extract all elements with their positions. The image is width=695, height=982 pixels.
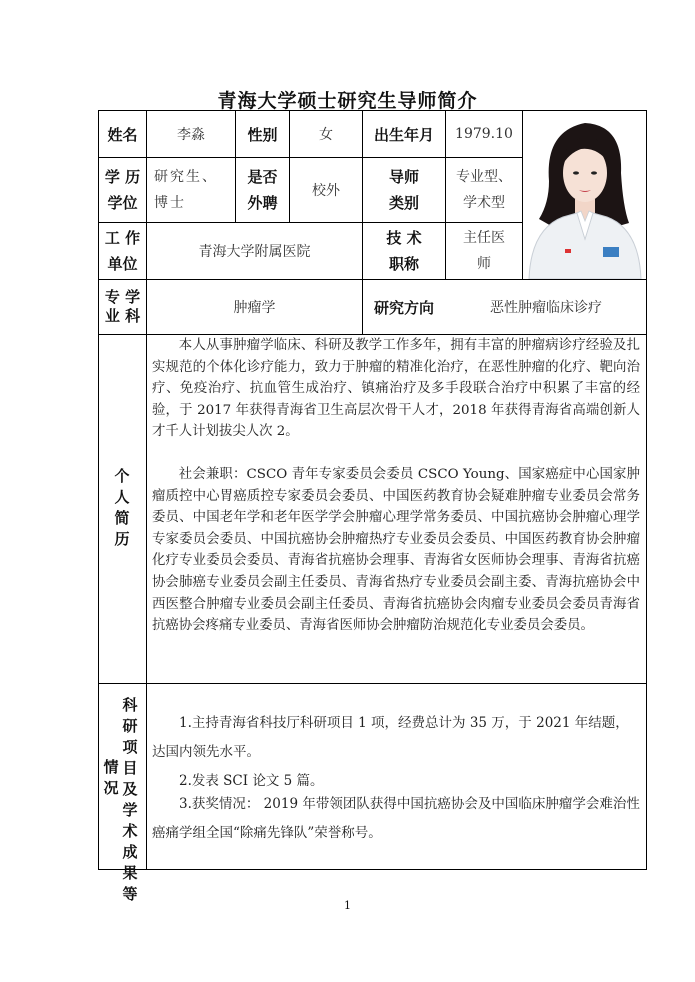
research-direction-value: 恶性肿瘤临床诊疗 (490, 300, 602, 316)
profile-paragraph-1: 本人从事肿瘤学临床、科研及教学工作多年，拥有丰富的肿瘤病诊疗经验及扎实规范的个体化诊疗能力，致力于肿瘤的精准化治疗，在恶性肿瘤的化疗、靶向治疗、免疫治疗、抗血管生成治疗、镇痛治疗及多手段联合治疗中积累了丰富的经验，于 2017 年获得青海省卫生高层次骨干人才，2018 年获得青海省高端创新人才千人计划拔尖人次 2。 (152, 338, 640, 440)
major-label-line2: 业 科 (104, 307, 141, 325)
birth-label: 出生年月 (373, 125, 434, 144)
education-value-line1: 研究生、 (154, 169, 218, 185)
external-label (236, 158, 289, 222)
major-value: 肿瘤学 (233, 300, 276, 316)
tech-title-label (363, 223, 445, 279)
workplace-value: 青海大学附属医院 (198, 244, 311, 260)
portrait-image (523, 111, 646, 279)
research-direction-label: 研究方向 (373, 298, 434, 317)
tech-title-label-line2: 职称 (388, 255, 419, 273)
supervisor-type-label-line2: 类别 (388, 194, 419, 212)
supervisor-type-label (363, 158, 445, 222)
birth-value: 1979.10 (455, 126, 513, 142)
education-value (147, 158, 235, 222)
workplace-label-line2: 单位 (107, 255, 138, 273)
tech-title-value-line2: 师 (477, 256, 491, 272)
education-value-line2: 博士 (154, 195, 186, 211)
supervisor-type-value-line2: 学术型 (463, 195, 505, 211)
gender-label: 性别 (247, 125, 278, 144)
achievement-item-3: 3.获奖情况： 2019 年带领团队获得中国抗癌协会及中国临床肿瘤学会难治性癌痛学组全国“除痛先锋队”荣誉称号。 (152, 796, 640, 841)
achievements-label: 科研项目及学术成果等 (122, 696, 138, 903)
education-label-line2: 学位 (107, 194, 138, 212)
profile-paragraph-2: 社会兼职：CSCO 青年专家委员会委员 CSCO Young、国家癌症中心国家肿瘤质控中心胃癌质控专家委员会委员、中国医药教育协会疑难肿瘤专业委员会常务委员、中国老年学和老年医学学会肿瘤心理学常务委员、中国抗癌协会肿瘤心理学专家委员会委员、中国抗癌协会肿瘤热疗专业委员会委员、中国医药教育协会肿瘤化疗专业委员会委员、青海省抗癌协会理事、青海省女医师协会理事、青海省抗癌协会肺癌专业委员会副主任委员、青海省热疗专业委员会副主委、青海抗癌协会中西医整合肿瘤专业委员会副主任委员、青海省抗癌协会肉瘤专业委员会委员青海省抗癌协会疼痛专业委员、青海省医师协会肿瘤防治规范化专业委员会委员。 (152, 467, 640, 634)
page-number: 1 (344, 899, 351, 912)
external-value: 校外 (312, 183, 340, 199)
tech-title-value-line1: 主任医 (463, 230, 505, 246)
page-title: 青海大学硕士研究生导师简介 (217, 90, 478, 112)
external-label-line2: 外聘 (247, 194, 278, 212)
major-label-line1: 专 学 (104, 288, 141, 306)
profile-photo (523, 111, 646, 279)
supervisor-type-value-line1: 专业型、 (456, 169, 512, 185)
profile-label: 个人简历 (114, 467, 130, 548)
supervisor-type-value (446, 158, 522, 222)
tech-title-label-line1: 技 术 (386, 229, 422, 247)
external-label-line1: 是否 (247, 168, 278, 186)
achievement-item-2: 2.发表 SCI 论文 5 篇。 (179, 773, 324, 789)
name-value: 李淼 (177, 127, 205, 143)
supervisor-type-label-line1: 导师 (388, 168, 419, 186)
major-label (99, 280, 146, 334)
tech-title-value (446, 223, 522, 279)
name-label: 姓名 (107, 125, 138, 144)
education-label-line1: 学 历 (104, 168, 141, 186)
achievement-item-1: 1.主持青海省科技厅科研项目 1 项，经费总计为 35 万，于 2021 年结题，达国内领先水平。 (152, 715, 629, 760)
achievements-label-side: 情况 (103, 758, 119, 797)
workplace-label (99, 223, 146, 279)
workplace-label-line1: 工 作 (104, 229, 141, 247)
gender-value: 女 (319, 127, 333, 143)
education-label (99, 158, 146, 222)
